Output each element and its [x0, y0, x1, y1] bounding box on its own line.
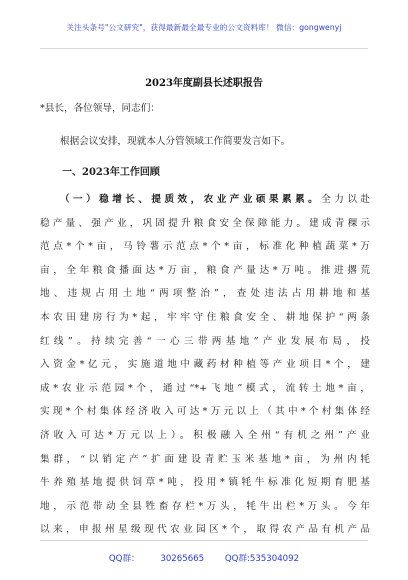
paragraph-line: 实现*个村集体经济收入可达*万元以上（其中*个村集体经 — [40, 406, 370, 418]
paragraph-line — [40, 188, 370, 212]
paragraph-line: 亩，全年粮食播面达*万亩，粮食产量达*万吨。推进撂荒 — [40, 264, 370, 276]
paragraph-line: 入资金*亿元，实施道地中藏药材种植等产业项目*个，建 — [40, 359, 370, 371]
paragraph-line: 以来，申报州星级现代农业园区*个，取得农产品有机产品 — [40, 524, 370, 536]
body-paragraph — [40, 188, 370, 542]
document-title: 2023年度副县长述职报告 — [145, 78, 263, 89]
paragraph-line: 本农田建房行为*起，牢牢守住粮食安全、耕地保护“两条 — [40, 311, 370, 323]
intro-paragraph: 根据会议安排，现就本人分管领域工作简要发言如下。 — [60, 136, 291, 147]
paragraph-line: 地、违规占用土地“两项整治”，查处违法占用耕地和基 — [40, 288, 370, 300]
subsection-heading: （一）稳增长、提质效，农业产业硕果累累。 — [60, 194, 322, 205]
paragraph-line: 牛养殖基地提供饲草*吨，投用*镇牦牛标准化短期育肥基 — [40, 477, 370, 489]
paragraph-line: 地，示范带动全县牲畜存栏*万头，牦牛出栏*万头。今年 — [40, 500, 370, 512]
header-banner: 关注头条号"公文研究"，获得最新最全最专业的公文资料库！ 微信：gongwenyj — [66, 23, 342, 32]
section-heading: 一、2023年工作回顾 — [62, 167, 160, 178]
paragraph-line: 稳产量、强产业，巩固提升粮食安全保障能力。建成青稞示 — [40, 217, 370, 229]
paragraph-line: 济收入可达*万元以上）。积极融入全州“有机之州”产业 — [40, 429, 370, 441]
paragraph-line: 范点*个*亩，马铃薯示范点*个*亩，标准化种植蔬菜*万 — [40, 241, 370, 253]
paragraph-line: 成*农业示范园*个，通过“*+飞地”模式，流转土地*亩， — [40, 382, 370, 394]
paragraph-line: 集群，“以销定产”扩面建设青贮玉米基地*亩，为州内牦 — [40, 453, 370, 465]
footer-banner: QQ群： 30265665 QQ群:535304092 — [108, 554, 300, 564]
paragraph-line: 红线”。持续完善“一心三带两基地”产业发展布局，投 — [40, 335, 370, 347]
paragraph-text: 全力以赴 — [321, 194, 371, 205]
header-divider — [40, 48, 368, 49]
footer-divider — [40, 540, 368, 541]
salutation: *县长，各位领导，同志们： — [40, 103, 160, 114]
